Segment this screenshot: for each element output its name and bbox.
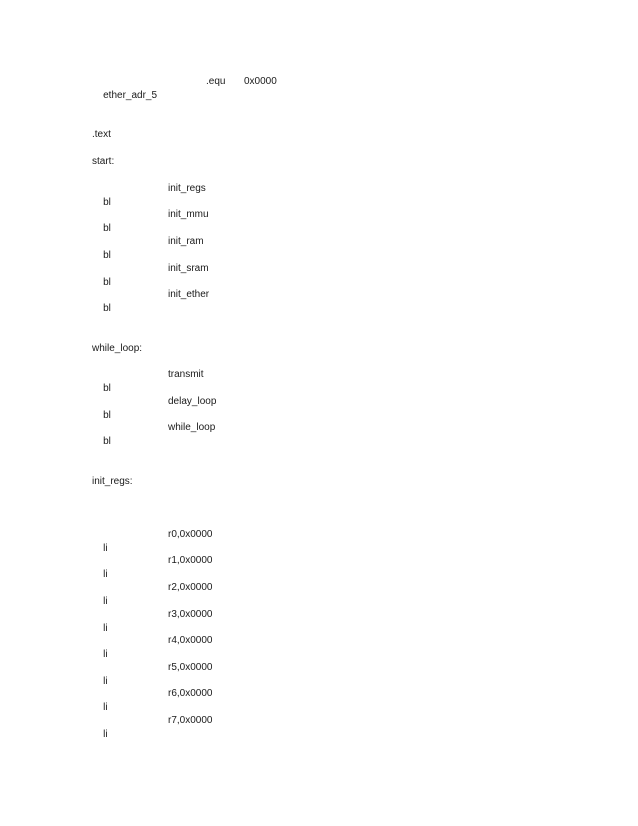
operand: while_loop bbox=[168, 422, 216, 433]
operand: init_ram bbox=[168, 236, 204, 247]
mnemonic: li bbox=[103, 569, 108, 580]
code-line bbox=[92, 714, 213, 740]
code-line bbox=[92, 608, 213, 634]
mnemonic: li bbox=[103, 676, 108, 687]
operand: r3,0x0000 bbox=[168, 609, 213, 620]
init-regs-label: init_regs: bbox=[92, 476, 133, 487]
mnemonic: bl bbox=[103, 223, 111, 234]
code-line bbox=[92, 661, 213, 687]
code-line bbox=[92, 262, 209, 288]
code-line bbox=[92, 687, 213, 713]
code-line bbox=[92, 368, 204, 394]
code-line bbox=[92, 421, 216, 447]
mnemonic: bl bbox=[103, 410, 111, 421]
operand: init_regs bbox=[168, 183, 206, 194]
equ-value: 0x0000 bbox=[244, 76, 277, 87]
code-line bbox=[92, 235, 204, 261]
operand: delay_loop bbox=[168, 396, 217, 407]
equ-directive: .equ bbox=[206, 76, 226, 87]
code-line bbox=[92, 528, 213, 554]
mnemonic: li bbox=[103, 596, 108, 607]
operand: init_sram bbox=[168, 263, 209, 274]
start-label: start: bbox=[92, 156, 115, 167]
operand: r5,0x0000 bbox=[168, 662, 213, 673]
operand: transmit bbox=[168, 369, 204, 380]
operand: r6,0x0000 bbox=[168, 688, 213, 699]
mnemonic: li bbox=[103, 623, 108, 634]
operand: r4,0x0000 bbox=[168, 635, 213, 646]
mnemonic: bl bbox=[103, 197, 111, 208]
operand: r7,0x0000 bbox=[168, 715, 213, 726]
mnemonic: bl bbox=[103, 250, 111, 261]
code-line bbox=[92, 182, 206, 208]
operand: init_ether bbox=[168, 289, 210, 300]
mnemonic: li bbox=[103, 649, 108, 660]
mnemonic: bl bbox=[103, 303, 111, 314]
code-line bbox=[92, 634, 213, 660]
mnemonic: bl bbox=[103, 277, 111, 288]
text-directive: .text bbox=[92, 129, 111, 140]
code-line bbox=[92, 554, 213, 580]
mnemonic: li bbox=[103, 543, 108, 554]
equ-line bbox=[92, 75, 277, 101]
operand: init_mmu bbox=[168, 209, 209, 220]
operand: r0,0x0000 bbox=[168, 529, 213, 540]
mnemonic: bl bbox=[103, 436, 111, 447]
mnemonic: bl bbox=[103, 383, 111, 394]
operand: r1,0x0000 bbox=[168, 555, 213, 566]
code-line bbox=[92, 395, 217, 421]
operand: r2,0x0000 bbox=[168, 582, 213, 593]
code-line bbox=[92, 288, 210, 314]
while-loop-label: while_loop: bbox=[92, 343, 143, 354]
code-line bbox=[92, 208, 209, 234]
mnemonic: li bbox=[103, 702, 108, 713]
mnemonic: li bbox=[103, 729, 108, 740]
code-line bbox=[92, 581, 213, 607]
equ-symbol: ether_adr_5 bbox=[103, 90, 158, 101]
